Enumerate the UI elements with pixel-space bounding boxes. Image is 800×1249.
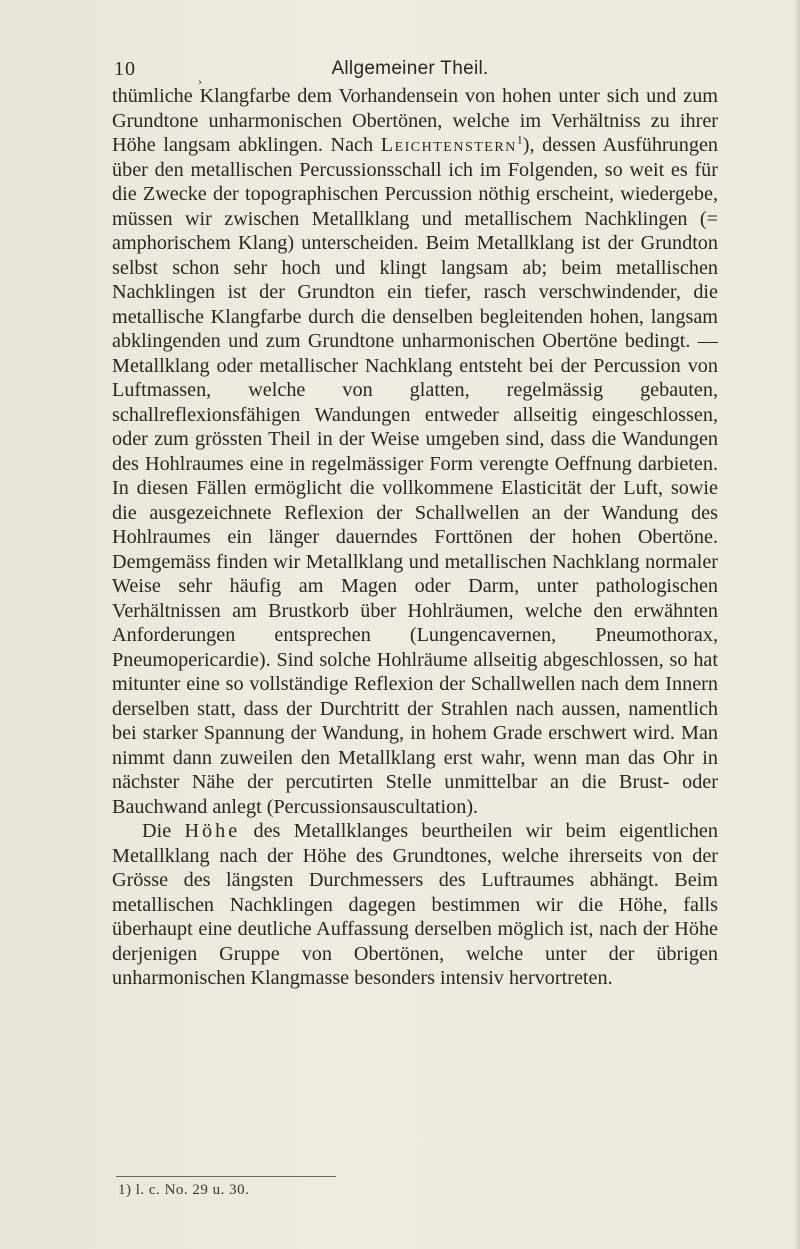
footnote-ref: 1 [516,132,523,147]
footnote-rule [116,1176,336,1177]
paragraph-2-rest: des Metallklanges beurtheilen wir beim eigentlichen Metallklang nach der Höhe des Grundtones, welche ihrerseits von der Grösse des längsten Durchmessers des Luftraumes abhängt. Beim metallischen Nachklingen dagegen bestimmen wir die Höhe, falls überhaupt eine deutliche Auffassung derselben möglich ist, nach der Höhe derjenigen Gruppe von Obertönen, welche unter der übrigen unharmonischen Klangmasse besonders intensiv hervortreten. [112,820,718,989]
paragraph-2-start: Die [142,820,185,842]
printer-mark: › [198,74,202,88]
running-head-title: Allgemeiner Theil. [331,58,489,79]
paragraph-2 [112,819,718,991]
paragraph-1-rest: ), dessen Ausführungen über den metallischen Percussionsschall ich im Folgenden, so weit es für die Zwecke der topographischen Percussion nöthig erscheint, wiedergebe, müssen wir zwischen Metallklang und metallischem Nachklingen (= amphorischem Klang) unterscheiden. Beim Metallklang ist der Grundton selbst schon sehr hoch und klingt langsam ab; beim metallischen Nachklingen ist der Grundton ein tiefer, rasch verschwindender, die metallische Klangfarbe durch die denselben begleitenden hohen, langsam abklingenden und zum Grundtone unharmonischen Obertöne bedingt. — Metallklang oder metallischer Nachklang entsteht bei der Percussion von Luftmassen, welche von glatten, regelmässig gebauten, schallreflexionsfähigen Wandungen entweder allseitig eingeschlossen, oder zum grössten Theil in der Weise umgeben sind, dass die Wandungen des Hohlraumes eine in regelmässiger Form verengte Oeffnung darbieten. In diesen Fällen ermöglicht die vollkommene Elasticität der Luft, sowie die ausgezeichnete Reflexion der Schallwellen an der Wandung des Hohlraumes ein länger dauerndes Forttönen der hohen Obertöne. Demgemäss finden wir Metallklang und metallischen Nachklang normaler Weise sehr häufig am Magen oder Darm, unter pathologischen Verhältnissen am Brustkorb über Hohlräumen, welche den erwähnten Anforderungen entsprechen (Lungencavernen, Pneumothorax, Pneumopericardie). Sind solche Hohlräume allseitig abgeschlossen, so hat mitunter eine so vollständige Reflexion der Schallwellen nach dem Innern derselben statt, dass der Durchtritt der Strahlen nach aussen, namentlich bei starker Spannung der Wandung, in hohem Grade erschwert wird. Man nimmt dann zuweilen den Metallklang erst wahr, wenn man das Ohr in nächster Nähe der percutirten Stelle unmittelbar an die Brust- oder Bauchwand anlegt (Percussionsauscultation). [112,134,718,818]
paragraph-1 [112,84,718,819]
author-name: Leichtenstern [380,134,517,156]
emphasis-hoehe: Höhe [184,820,241,842]
footnote: 1) l. c. No. 29 u. 30. [118,1182,250,1198]
page-edge-shadow [794,0,800,1249]
paragraph-1-start: thümliche Klangfarbe dem Vorhandensein von hohen unter sich und zum Grundtone unharmonischen Obertönen, welche im Verhältniss zu ihrer Höhe langsam abklingen. Nach [112,85,718,156]
page-number: 10 [114,58,136,80]
body-text [112,84,718,991]
